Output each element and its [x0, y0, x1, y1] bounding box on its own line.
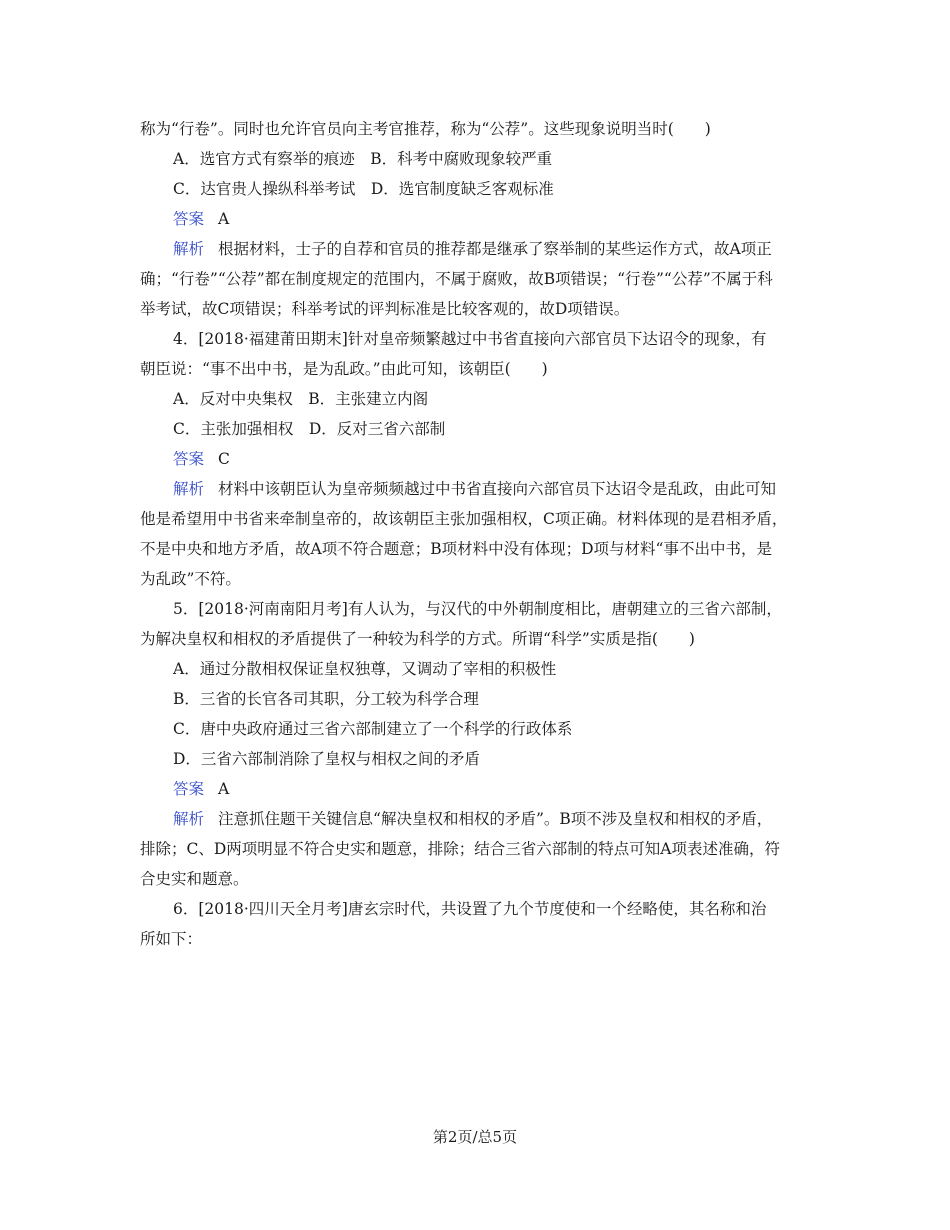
question-4-stem-cont: 朝臣说：“事不出中书，是为乱政。”由此可知，该朝臣( ) — [140, 360, 548, 378]
question-5-stem-cont: 为解决皇权和相权的矛盾提供了一种较为科学的方式。所谓“科学”实质是指( ) — [140, 630, 695, 648]
question-3-stem-continued: 称为“行卷”。同时也允许官员向主考官推荐，称为“公荐”。这些现象说明当时( ) — [140, 120, 711, 138]
answer-value: A — [218, 780, 230, 798]
question-4-answer — [140, 444, 820, 474]
question-5-answer — [140, 774, 820, 804]
question-5-option-a: A．通过分散相权保证皇权独尊，又调动了宰相的积极性 — [173, 660, 557, 678]
question-5-analysis-cont: 合史实和题意。 — [140, 870, 249, 888]
question-3-analysis-cont: 确；“行卷”“公荐”都在制度规定的范围内，不属于腐败，故B项错误；“行卷”“公荐”不属于科 — [140, 270, 773, 288]
question-5-option-b: B．三省的长官各司其职，分工较为科学合理 — [173, 690, 479, 708]
question-4-analysis-cont: 他是希望用中书省来牵制皇帝的，故该朝臣主张加强相权，C项正确。材料体现的是君相矛盾， — [140, 510, 788, 528]
question-5-option-d: D．三省六部制消除了皇权与相权之间的矛盾 — [173, 750, 480, 768]
question-4-analysis: 解析 材料中该朝臣认为皇帝频频越过中书省直接向六部官员下达诏令是乱政，由此可知 — [173, 480, 777, 498]
analysis-label: 解析 — [173, 480, 205, 498]
question-3-analysis-cont: 举考试，故C项错误；科举考试的评判标准是比较客观的，故D项错误。 — [140, 300, 630, 318]
question-3-options-ab: A．选官方式有察举的痕迹 B．科考中腐败现象较严重 — [173, 150, 553, 168]
page-body — [140, 114, 820, 954]
question-6-stem-cont: 所如下： — [140, 930, 203, 948]
question-3-options-cd: C．达官贵人操纵科举考试 D．选官制度缺乏客观标准 — [173, 180, 554, 198]
question-5-option-c: C．唐中央政府通过三省六部制建立了一个科学的行政体系 — [173, 720, 573, 738]
analysis-label: 解析 — [173, 240, 205, 258]
question-5-analysis-cont: 排除；C、D两项明显不符合史实和题意，排除；结合三省六部制的特点可知A项表述准确，符 — [140, 840, 780, 858]
question-4-stem: 4．[2018·福建莆田期末]针对皇帝频繁越过中书省直接向六部官员下达诏令的现象，有 — [173, 330, 767, 348]
question-5-stem: 5．[2018·河南南阳月考]有人认为，与汉代的中外朝制度相比，唐朝建立的三省六部制， — [173, 600, 782, 618]
answer-value: C — [218, 450, 230, 468]
question-4-options-ab: A．反对中央集权 B．主张建立内阁 — [173, 390, 429, 408]
page-number-footer: 第2页/总5页 — [432, 1128, 518, 1146]
question-6-stem: 6．[2018·四川天全月考]唐玄宗时代，共设置了九个节度使和一个经略使，其名称和治 — [173, 900, 767, 918]
answer-label: 答案 — [173, 780, 205, 798]
analysis-label: 解析 — [173, 810, 205, 828]
question-3-analysis: 解析 根据材料，士子的自荐和官员的推荐都是继承了察举制的某些运作方式，故A项正 — [173, 240, 772, 258]
answer-label: 答案 — [173, 450, 205, 468]
answer-value: A — [218, 210, 230, 228]
question-4-options-cd: C．主张加强相权 D．反对三省六部制 — [173, 420, 446, 438]
answer-label: 答案 — [173, 210, 205, 228]
question-5-analysis: 解析 注意抓住题干关键信息“解决皇权和相权的矛盾”。B项不涉及皇权和相权的矛盾， — [173, 810, 773, 828]
question-3-answer — [140, 204, 820, 234]
question-4-analysis-cont: 为乱政”不符。 — [140, 570, 241, 588]
question-4-analysis-cont: 不是中央和地方矛盾，故A项不符合题意；B项材料中没有体现；D项与材料“事不出中书，是 — [140, 540, 772, 558]
